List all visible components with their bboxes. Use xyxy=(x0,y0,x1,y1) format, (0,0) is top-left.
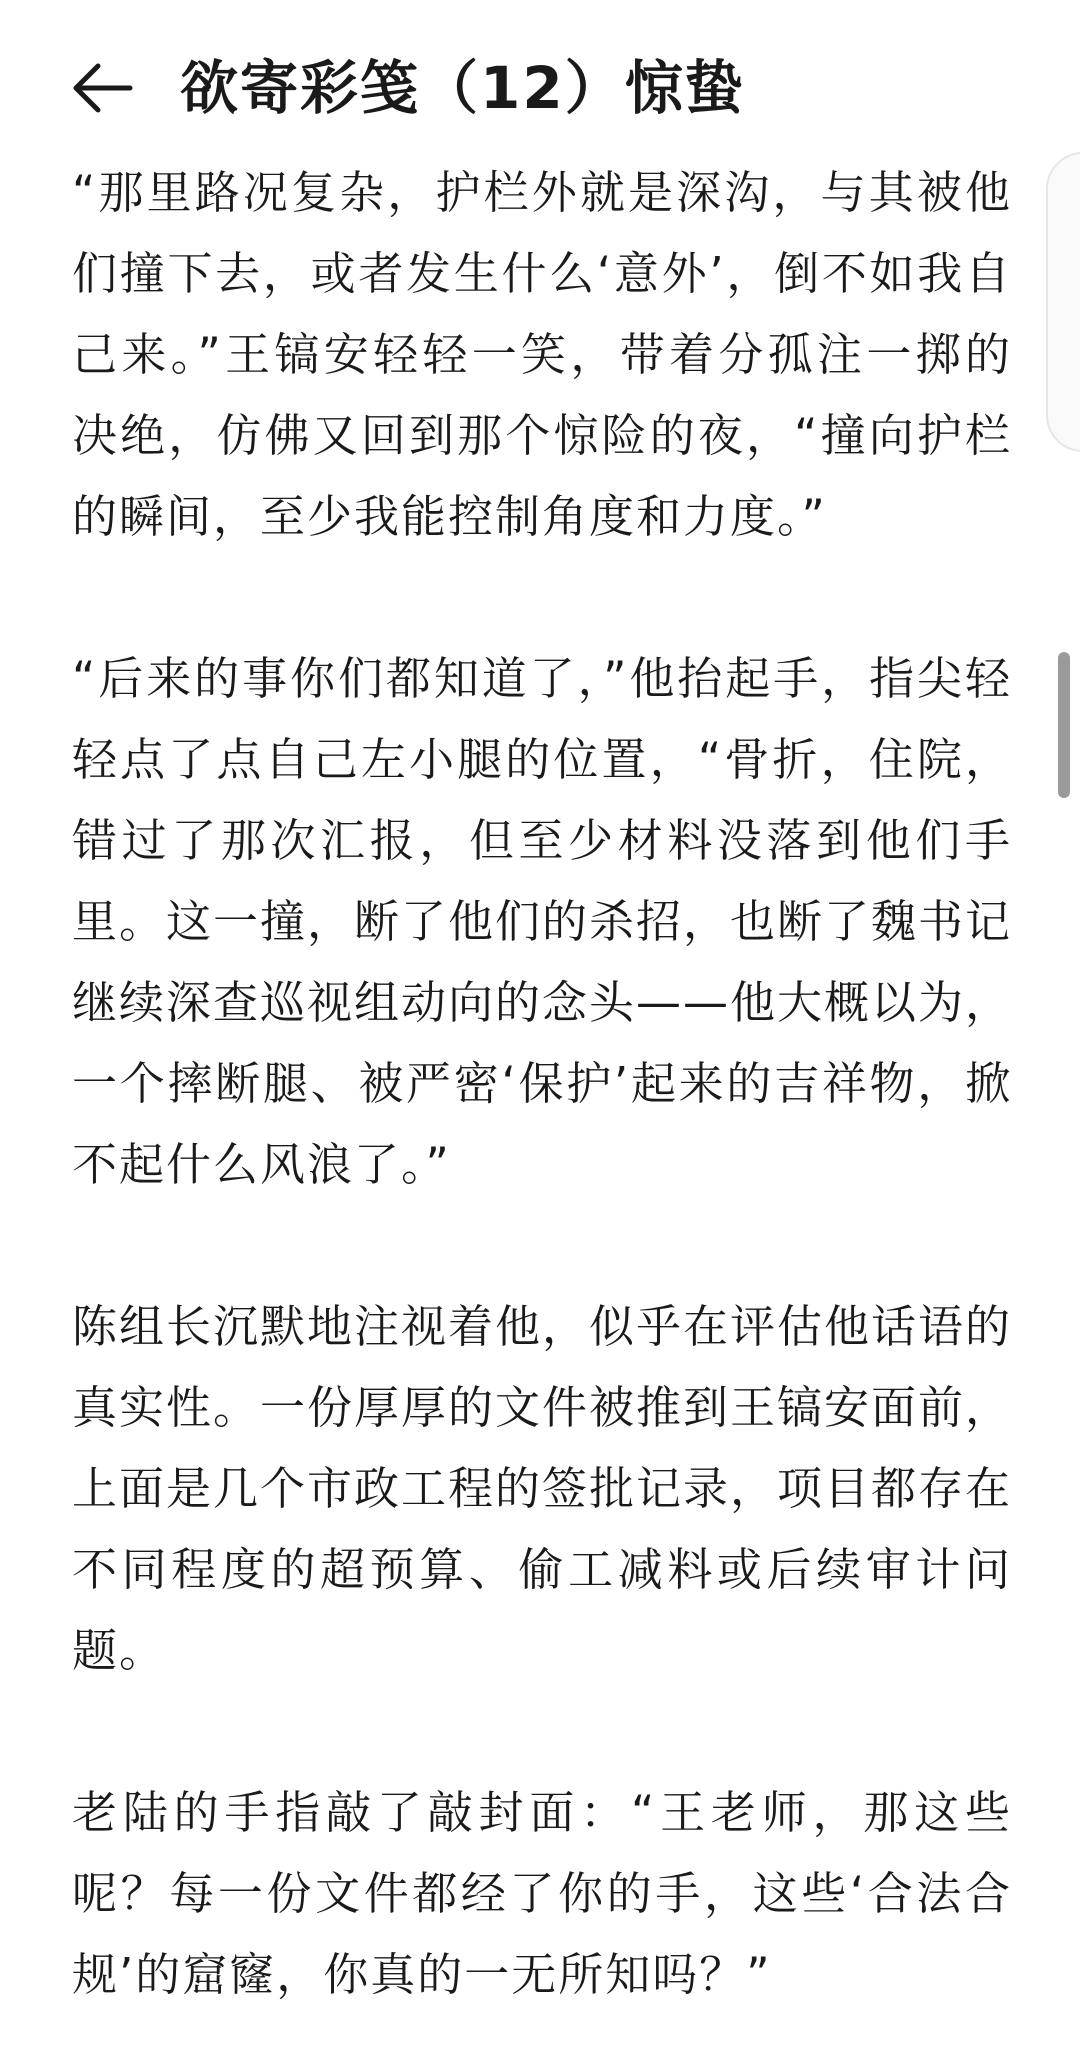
paragraph: “那里路况复杂，护栏外就是深沟，与其被他们撞下去，或者发生什么‘意外’，倒不如我自己来。”王镐安轻轻一笑，带着分孤注一掷的决绝，仿佛又回到那个惊险的夜，“撞向护栏的瞬间，至少我能控制角度和力度。” xyxy=(72,166,1012,543)
back-button[interactable] xyxy=(60,46,144,130)
paragraph: 陈组长沉默地注视着他，似乎在评估他话语的真实性。一份厚厚的文件被推到王镐安面前，上面是几个市政工程的签批记录，项目都存在不同程度的超预算、偷工减料或后续审计问题。 xyxy=(72,1300,1013,1677)
article-body xyxy=(72,152,1012,2015)
paragraph: “后来的事你们都知道了，”他抬起手，指尖轻轻点了点自己左小腿的位置，“骨折，住院，错过了那次汇报，但至少材料没落到他们手里。这一撞，断了他们的杀招，也断了魏书记继续深查巡视组动向的念头——他大概以为，一个摔断腿、被严密‘保护’起来的吉祥物，掀不起什么风浪了。” xyxy=(72,652,1013,1191)
scrollbar[interactable] xyxy=(1056,0,1070,2060)
scrollbar-thumb[interactable] xyxy=(1058,652,1070,798)
top-bar xyxy=(0,0,1080,160)
page-title: 欲寄彩笺（12）惊蛰 xyxy=(180,54,745,122)
arrow-left-icon xyxy=(70,60,134,116)
paragraph: 老陆的手指敲了敲封面：“王老师，那这些呢？每一份文件都经了你的手，这些‘合法合规’的窟窿，你真的一无所知吗？” xyxy=(72,1786,1012,2001)
